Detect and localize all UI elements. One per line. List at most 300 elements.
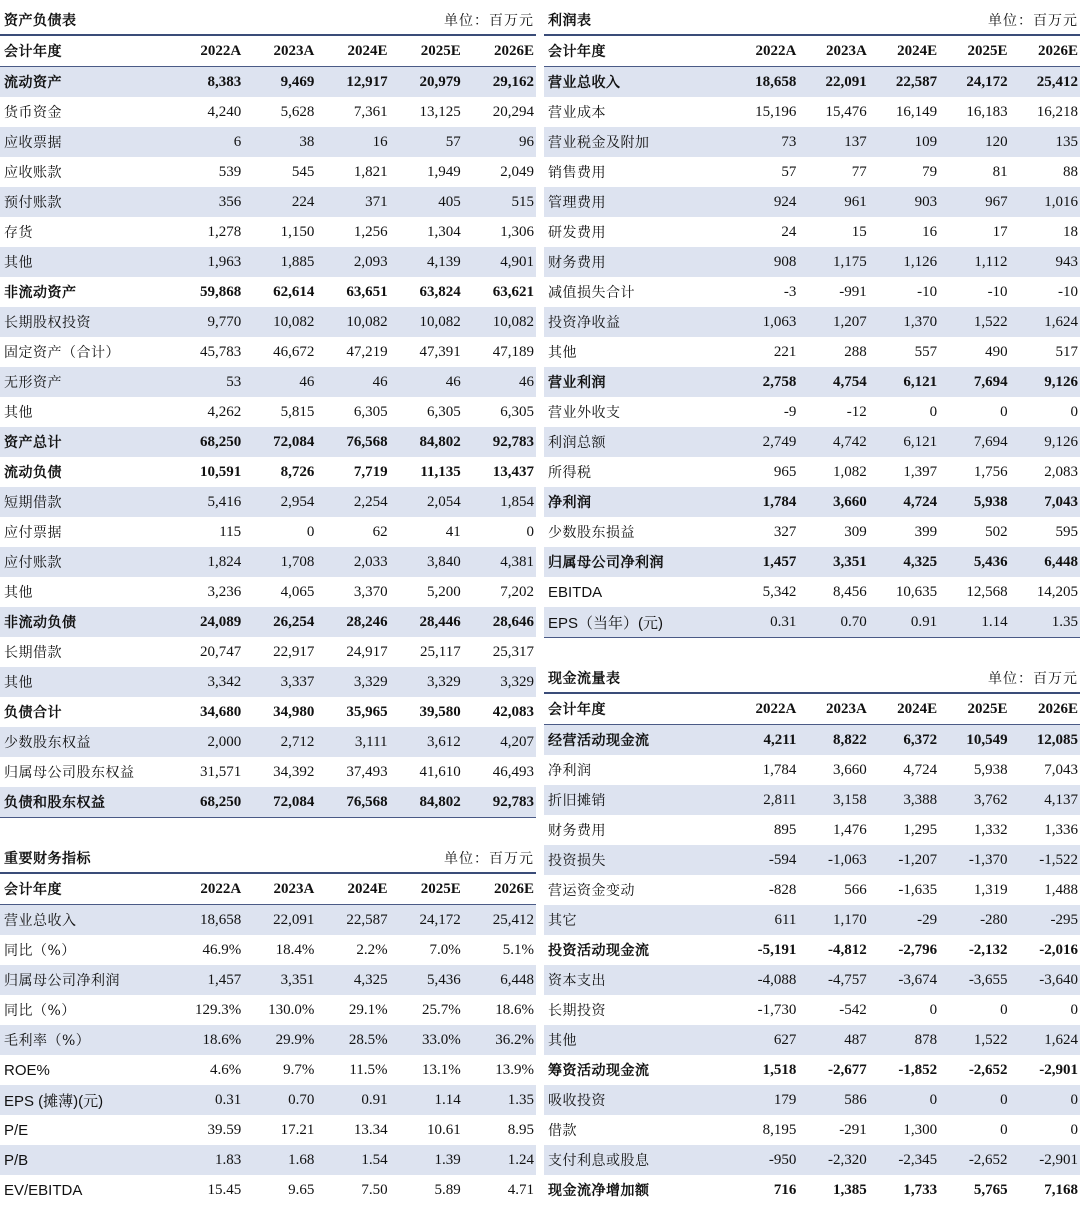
row-label: 流动资产: [0, 67, 170, 98]
cash-flow-title: 现金流量表: [544, 663, 869, 693]
cell-value: 1,319: [973, 881, 1008, 898]
cell-value: -1,730: [757, 1001, 797, 1018]
column-header-year: 2022A: [728, 693, 798, 725]
table-row: [544, 1175, 1080, 1205]
cell-value: 92,783: [463, 427, 536, 457]
cell-value: 9,469: [243, 67, 316, 98]
table-row: [0, 427, 536, 457]
cell-value: 4,139: [390, 247, 463, 277]
cell-value: 1,256: [353, 223, 388, 240]
income-statement-header-row: [544, 35, 1080, 67]
row-label: 销售费用: [548, 165, 606, 181]
cell-value: 6,305: [500, 403, 534, 420]
table-row: [544, 725, 1080, 756]
cell-value: 24,917: [346, 643, 388, 660]
cell-value: 1,304: [427, 223, 461, 240]
cell-value: 1,112: [939, 247, 1009, 277]
cell-value: 7.50: [361, 1181, 388, 1198]
cell-value: 34,980: [273, 703, 315, 720]
cell-value: 18,658: [728, 67, 798, 98]
cell-value: 1,784: [762, 761, 797, 778]
key-indicators-unit: 单位：百万元: [316, 843, 536, 873]
cell-value: 1,385: [833, 1181, 867, 1198]
cell-value: 15,196: [755, 103, 797, 120]
table-row: [0, 397, 536, 427]
row-label: 非流动负债: [0, 607, 170, 637]
cell-value: 517: [1055, 343, 1078, 360]
key-indicators-title: 重要财务指标: [0, 843, 316, 873]
cell-value: 13,437: [492, 463, 534, 480]
cell-value: 5,416: [170, 487, 243, 517]
table-row: [0, 367, 536, 397]
cell-value: 2,049: [500, 163, 534, 180]
cell-value: 5,815: [280, 403, 315, 420]
table-row: [0, 277, 536, 307]
row-label: 投资活动现金流: [548, 943, 650, 959]
cell-value: 1,126: [869, 247, 939, 277]
table-row: [0, 67, 536, 98]
cell-value: 59,868: [199, 283, 242, 300]
table-row: [0, 637, 536, 667]
balance-sheet-header-row: [0, 35, 536, 67]
cell-value: 5,628: [280, 103, 315, 120]
cell-value: 76,568: [316, 787, 389, 818]
row-label: 其他: [0, 667, 170, 697]
cell-value: 5,436: [390, 965, 463, 995]
cell-value: 9.65: [288, 1181, 315, 1198]
cell-value: -2,320: [798, 1145, 868, 1175]
cell-value: 77: [851, 163, 867, 180]
cell-value: 10,082: [390, 307, 463, 337]
cell-value: 356: [170, 187, 243, 217]
cell-value: -12: [846, 403, 867, 420]
cell-value: 72,084: [243, 427, 316, 457]
cell-value: 539: [218, 163, 242, 180]
table-row: [544, 127, 1080, 157]
table-row: [544, 935, 1080, 965]
cell-value: 84,802: [390, 787, 463, 818]
cell-value: 5,200: [427, 583, 461, 600]
cell-value: 3,158: [798, 785, 868, 815]
cell-value: 47,219: [346, 343, 388, 360]
cell-value: 6,305: [353, 403, 388, 420]
cell-value: 4,724: [903, 761, 938, 778]
row-label: 流动负债: [4, 465, 62, 481]
cell-value: 63,651: [346, 283, 388, 300]
cell-value: 1,082: [833, 463, 867, 480]
balance-sheet-table: [0, 5, 536, 818]
cell-value: 45,783: [199, 343, 242, 360]
table-row: [0, 727, 536, 757]
table-row: [0, 97, 536, 127]
row-label: 财务费用: [544, 247, 728, 277]
column-header-year: 2024E: [316, 35, 389, 67]
cell-value: 0: [929, 403, 938, 420]
table-row: [0, 935, 536, 965]
income-statement-unit: 单位：百万元: [869, 5, 1080, 35]
cell-value: -3: [783, 283, 797, 300]
cell-value: 7,043: [1010, 487, 1080, 517]
cell-value: -295: [1010, 905, 1080, 935]
cell-value: 38: [243, 127, 316, 157]
row-label: 长期借款: [4, 645, 62, 661]
column-header-year: 2025E: [390, 35, 463, 67]
row-label: 支付利息或股息: [544, 1145, 728, 1175]
cell-value: 4,207: [463, 727, 536, 757]
row-label: 货币资金: [4, 105, 62, 121]
column-header-year: 2026E: [1010, 693, 1080, 725]
cell-value: -2,345: [869, 1145, 939, 1175]
cell-value: 22,587: [316, 905, 389, 936]
cell-value: 2,000: [170, 727, 243, 757]
cell-value: 2,254: [316, 487, 389, 517]
cell-value: 22,091: [798, 67, 868, 98]
table-row: [0, 307, 536, 337]
cell-value: 2,083: [1044, 463, 1078, 480]
cell-value: 137: [798, 127, 868, 157]
cell-value: 81: [992, 163, 1008, 180]
cell-value: 109: [869, 127, 939, 157]
table-row: [0, 787, 536, 818]
cell-value: 1,733: [903, 1181, 938, 1198]
table-row: [0, 995, 536, 1025]
cell-value: 3,329: [390, 667, 463, 697]
cell-value: 908: [728, 247, 798, 277]
cell-value: 5,765: [973, 1181, 1008, 1198]
cell-value: 29.9%: [243, 1025, 316, 1055]
cell-value: 1.14: [390, 1085, 463, 1115]
row-label: 其他: [4, 585, 33, 601]
cell-value: 0: [1070, 403, 1078, 420]
table-row: [544, 1055, 1080, 1085]
cell-value: 34,680: [199, 703, 242, 720]
cell-value: 41,610: [419, 763, 461, 780]
cell-value: 46: [390, 367, 463, 397]
row-label: 同比（%）: [4, 1003, 76, 1019]
table-row: [0, 1145, 536, 1175]
cell-value: 6,121: [869, 367, 939, 397]
cell-value: 1,397: [903, 463, 938, 480]
row-label: 应收账款: [4, 165, 62, 181]
cell-value: 0.91: [316, 1085, 389, 1115]
cell-value: -291: [839, 1121, 867, 1138]
cell-value: 12,085: [1010, 725, 1080, 756]
table-row: [544, 97, 1080, 127]
table-row: [544, 307, 1080, 337]
income-statement-title: 利润表: [544, 5, 869, 35]
column-header-year: 2025E: [939, 35, 1009, 67]
cell-value: 7,719: [353, 463, 388, 480]
row-label: 归属母公司净利润: [544, 547, 728, 577]
table-row: [0, 607, 536, 637]
cell-value: 15,476: [825, 103, 867, 120]
cell-value: 11.5%: [349, 1061, 388, 1078]
row-label: 其他: [544, 1025, 728, 1055]
cell-value: 3,111: [316, 727, 389, 757]
cell-value: 24,089: [170, 607, 243, 637]
cell-value: 9,770: [170, 307, 243, 337]
cell-value: -3,640: [1010, 965, 1080, 995]
cell-value: 1,295: [903, 821, 938, 838]
table-row: [544, 337, 1080, 367]
cell-value: -1,063: [798, 845, 868, 875]
cell-value: 1,332: [973, 821, 1008, 838]
cell-value: 12,568: [966, 583, 1008, 600]
cell-value: 33.0%: [390, 1025, 463, 1055]
cell-value: 1,306: [500, 223, 534, 240]
row-label: 管理费用: [544, 187, 728, 217]
table-row: [0, 487, 536, 517]
cell-value: 0: [1070, 1001, 1078, 1018]
row-label: 无形资产: [0, 367, 170, 397]
cell-value: 16,149: [895, 103, 938, 120]
cell-value: -2,677: [828, 1061, 867, 1078]
cash-flow-table: [544, 663, 1080, 1205]
cell-value: 26,254: [243, 607, 316, 637]
table-row: [544, 247, 1080, 277]
cell-value: 1,150: [280, 223, 315, 240]
table-row: [544, 67, 1080, 98]
income-statement-panel: [544, 5, 1080, 638]
cell-value: 399: [914, 523, 938, 540]
cell-value: -2,016: [1039, 941, 1078, 958]
cell-value: 13.34: [353, 1121, 388, 1138]
cell-value: 2,749: [728, 427, 798, 457]
cell-value: 487: [798, 1025, 868, 1055]
key-indicators-title-row: [0, 843, 536, 873]
cell-value: 1.35: [463, 1085, 536, 1115]
table-row: [544, 965, 1080, 995]
cell-value: 0.91: [869, 607, 939, 638]
cell-value: 76,568: [316, 427, 389, 457]
cell-value: 1,336: [1044, 821, 1078, 838]
cell-value: 1,476: [833, 821, 867, 838]
cell-value: 68,250: [170, 427, 243, 457]
cell-value: 1,784: [728, 487, 798, 517]
cell-value: 135: [1010, 127, 1080, 157]
cell-value: 1,522: [939, 1025, 1009, 1055]
cell-value: -2,652: [968, 1061, 1008, 1078]
row-label: 研发费用: [548, 225, 606, 241]
balance-sheet-unit: 单位：百万元: [316, 5, 536, 35]
cell-value: 1.35: [1010, 607, 1080, 638]
cell-value: -1,370: [939, 845, 1009, 875]
cell-value: 4,137: [1010, 785, 1080, 815]
row-label: 短期借款: [0, 487, 170, 517]
cell-value: 1,207: [798, 307, 868, 337]
cell-value: 1.24: [463, 1145, 536, 1175]
table-row: [544, 217, 1080, 247]
cell-value: 1,824: [170, 547, 243, 577]
cash-flow-header-row: [544, 693, 1080, 725]
cell-value: 10,082: [243, 307, 316, 337]
cell-value: 4,742: [798, 427, 868, 457]
row-label: 应收票据: [0, 127, 170, 157]
balance-sheet-title-row: [0, 5, 536, 35]
row-label: 财务费用: [548, 823, 606, 839]
cell-value: 18.6%: [495, 1001, 534, 1018]
cell-value: 3,329: [463, 667, 536, 697]
cell-value: 16: [922, 223, 938, 240]
cell-value: 18: [1063, 223, 1078, 240]
cell-value: 716: [773, 1181, 797, 1198]
cell-value: 515: [463, 187, 536, 217]
column-header-year: 2024E: [869, 35, 939, 67]
row-label: 毛利率（%）: [0, 1025, 170, 1055]
table-row: [544, 277, 1080, 307]
cell-value: 0: [1000, 1121, 1008, 1138]
cell-value: 2,712: [243, 727, 316, 757]
cell-value: 53: [170, 367, 243, 397]
table-row: [0, 1175, 536, 1205]
cell-value: 14,205: [1036, 583, 1078, 600]
row-label: 应付票据: [4, 525, 62, 541]
table-row: [544, 1115, 1080, 1145]
row-label: 负债合计: [4, 705, 62, 721]
cell-value: 0: [1000, 1001, 1008, 1018]
cell-value: 0: [939, 1085, 1009, 1115]
cell-value: 96: [463, 127, 536, 157]
column-header-year: 2026E: [463, 35, 536, 67]
column-header-year: 2023A: [798, 35, 868, 67]
cell-value: 46.9%: [202, 941, 242, 958]
cell-value: 1,518: [762, 1061, 797, 1078]
key-indicators-table: [0, 843, 536, 1205]
row-label: 资产总计: [0, 427, 170, 457]
cell-value: 0.31: [170, 1085, 243, 1115]
cell-value: 965: [773, 463, 797, 480]
cell-value: 18.4%: [275, 941, 315, 958]
income-statement-title-row: [544, 5, 1080, 35]
cell-value: 1,756: [973, 463, 1008, 480]
row-label: 少数股东权益: [0, 727, 170, 757]
cell-value: 924: [728, 187, 798, 217]
cell-value: 28,246: [316, 607, 389, 637]
row-label: 现金流净增加额: [548, 1183, 650, 1199]
cell-value: 1,949: [427, 163, 461, 180]
cell-value: 595: [1055, 523, 1078, 540]
cell-value: 0: [929, 1001, 938, 1018]
cell-value: 0: [1000, 403, 1008, 420]
cash-flow-unit: 单位：百万元: [869, 663, 1080, 693]
table-row: [0, 1025, 536, 1055]
cell-value: 1,457: [170, 965, 243, 995]
row-label: 投资净收益: [544, 307, 728, 337]
cell-value: -10: [987, 283, 1008, 300]
cell-value: 0.70: [243, 1085, 316, 1115]
table-row: [544, 815, 1080, 845]
row-label: 折旧摊销: [544, 785, 728, 815]
cell-value: 46: [463, 367, 536, 397]
cell-value: -950: [728, 1145, 798, 1175]
cell-value: 4,325: [869, 547, 939, 577]
cell-value: 1.39: [390, 1145, 463, 1175]
cell-value: 25,117: [420, 643, 461, 660]
cell-value: 92,783: [463, 787, 536, 818]
cell-value: 8,195: [762, 1121, 797, 1138]
cell-value: 288: [844, 343, 867, 360]
cell-value: 39,580: [419, 703, 461, 720]
cell-value: 16: [316, 127, 389, 157]
row-label: 长期股权投资: [0, 307, 170, 337]
table-row: [544, 1145, 1080, 1175]
cell-value: 224: [243, 187, 316, 217]
cell-value: 39.59: [207, 1121, 242, 1138]
cell-value: -2,132: [968, 941, 1008, 958]
cell-value: 46: [243, 367, 316, 397]
table-row: [544, 905, 1080, 935]
row-label: 营业成本: [548, 105, 606, 121]
row-label: EV/EBITDA: [4, 1181, 83, 1199]
cell-value: 10,635: [895, 583, 938, 600]
cell-value: 20,979: [390, 67, 463, 98]
cell-value: 3,660: [833, 761, 867, 778]
row-label: 减值损失合计: [548, 285, 635, 301]
cell-value: 5,938: [973, 761, 1008, 778]
row-label: 应付账款: [0, 547, 170, 577]
cell-value: 5.1%: [502, 941, 534, 958]
cell-value: 46: [316, 367, 389, 397]
table-row: [544, 1085, 1080, 1115]
balance-sheet-panel: [0, 5, 536, 818]
table-row: [0, 517, 536, 547]
cell-value: 62,614: [273, 283, 315, 300]
cell-value: 29,162: [463, 67, 536, 98]
cell-value: 11,135: [420, 463, 461, 480]
cell-value: -542: [839, 1001, 867, 1018]
row-label: 其它: [544, 905, 728, 935]
table-row: [544, 1025, 1080, 1055]
column-header-label: 会计年度: [0, 35, 170, 67]
cell-value: 4.71: [507, 1181, 534, 1198]
cell-value: 10,591: [199, 463, 242, 480]
cell-value: 0: [526, 523, 534, 540]
cell-value: -2,796: [898, 941, 938, 958]
row-label: 营业总收入: [544, 67, 728, 98]
column-header-label: 会计年度: [0, 873, 170, 905]
cell-value: 4,754: [798, 367, 868, 397]
cell-value: 47,189: [492, 343, 534, 360]
cell-value: 20,747: [199, 643, 242, 660]
row-label: 固定资产（合计）: [4, 345, 120, 361]
cell-value: 1,821: [353, 163, 388, 180]
cell-value: 63,621: [492, 283, 534, 300]
cell-value: 1,885: [243, 247, 316, 277]
cell-value: 0.31: [728, 607, 798, 638]
cell-value: 1,063: [728, 307, 798, 337]
cell-value: 4,240: [207, 103, 242, 120]
table-row: [0, 457, 536, 487]
cell-value: -991: [839, 283, 867, 300]
row-label: 归属母公司股东权益: [4, 765, 135, 781]
cell-value: -2,901: [1010, 1145, 1080, 1175]
cell-value: 1,708: [243, 547, 316, 577]
cell-value: 3,329: [316, 667, 389, 697]
cell-value: 3,342: [170, 667, 243, 697]
cell-value: 405: [390, 187, 463, 217]
cell-value: 84,802: [390, 427, 463, 457]
table-row: [0, 697, 536, 727]
cell-value: 3,840: [390, 547, 463, 577]
column-header-label: 会计年度: [544, 693, 728, 725]
cell-value: 22,091: [243, 905, 316, 936]
cell-value: 9.7%: [283, 1061, 315, 1078]
cell-value: 1,370: [869, 307, 939, 337]
cell-value: 8,383: [170, 67, 243, 98]
cell-value: 566: [844, 881, 867, 898]
cell-value: 502: [985, 523, 1008, 540]
column-header-year: 2023A: [798, 693, 868, 725]
